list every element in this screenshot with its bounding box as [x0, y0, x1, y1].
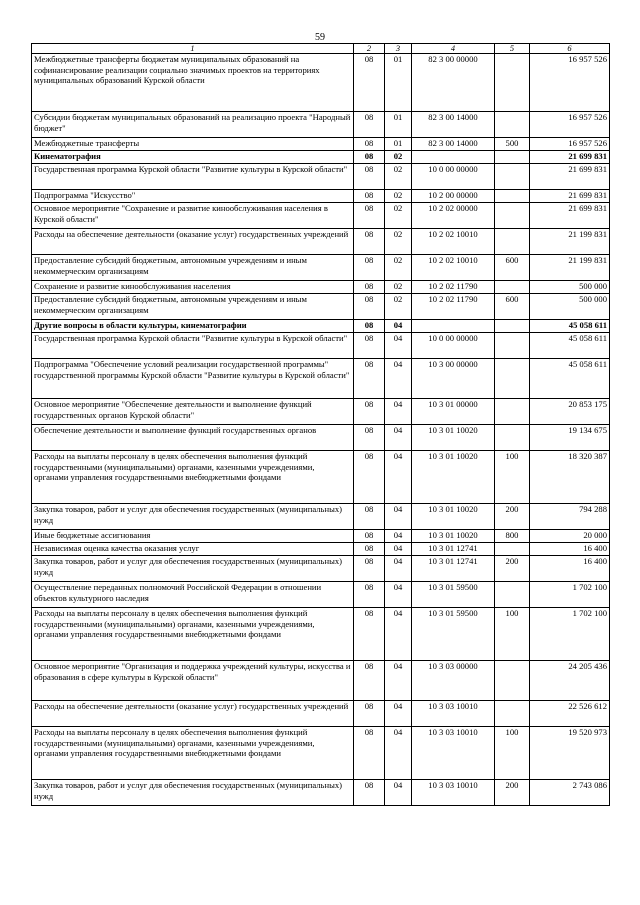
cell-section: 08	[354, 504, 385, 530]
cell-expense-type	[495, 425, 530, 451]
cell-subsection: 04	[385, 780, 412, 806]
cell-target-code: 10 3 00 00000	[412, 359, 495, 399]
cell-amount: 2 743 086	[530, 780, 610, 806]
cell-subsection: 02	[385, 255, 412, 281]
cell-amount: 19 520 973	[530, 727, 610, 780]
cell-target-code: 10 3 01 10020	[412, 504, 495, 530]
cell-amount: 1 702 100	[530, 582, 610, 608]
header-cell-3: 3	[385, 44, 412, 54]
table-row	[32, 543, 610, 556]
cell-expense-type	[495, 54, 530, 112]
cell-expense-type: 800	[495, 530, 530, 543]
header-row	[32, 44, 610, 54]
cell-section: 08	[354, 701, 385, 727]
cell-subsection: 04	[385, 425, 412, 451]
cell-expense-type	[495, 112, 530, 138]
cell-name: Основное мероприятие "Организация и поддержка учреждений культуры, искусства и образования в сфере культуры в Курской области"	[32, 661, 354, 701]
cell-section: 08	[354, 255, 385, 281]
table-row	[32, 661, 610, 701]
table-row	[32, 151, 610, 164]
cell-amount: 21 699 831	[530, 164, 610, 190]
cell-name: Межбюджетные трансферты бюджетам муниципальных образований на софинансирование реализации социально значимых проектов на территориях муниципальных образований Курской области	[32, 54, 354, 112]
table-row	[32, 294, 610, 320]
cell-name: Подпрограмма "Искусство"	[32, 190, 354, 203]
cell-target-code: 82 3 00 14000	[412, 138, 495, 151]
cell-section: 08	[354, 425, 385, 451]
table-row	[32, 727, 610, 780]
cell-section: 08	[354, 281, 385, 294]
table-row	[32, 582, 610, 608]
table-body	[32, 44, 610, 806]
cell-section: 08	[354, 530, 385, 543]
cell-section: 08	[354, 203, 385, 229]
cell-amount: 16 957 526	[530, 138, 610, 151]
table-row	[32, 780, 610, 806]
cell-subsection: 02	[385, 294, 412, 320]
cell-subsection: 04	[385, 608, 412, 661]
cell-section: 08	[354, 190, 385, 203]
cell-name: Закупка товаров, работ и услуг для обеспечения государственных (муниципальных) нужд	[32, 780, 354, 806]
cell-expense-type	[495, 320, 530, 333]
cell-target-code: 82 3 00 14000	[412, 112, 495, 138]
cell-amount: 500 000	[530, 294, 610, 320]
cell-expense-type	[495, 661, 530, 701]
header-cell-4: 4	[412, 44, 495, 54]
cell-target-code: 10 2 00 00000	[412, 190, 495, 203]
cell-section: 08	[354, 451, 385, 504]
cell-section: 08	[354, 543, 385, 556]
cell-amount: 1 702 100	[530, 608, 610, 661]
cell-subsection: 02	[385, 151, 412, 164]
cell-amount: 21 199 831	[530, 255, 610, 281]
cell-amount: 794 288	[530, 504, 610, 530]
cell-section: 08	[354, 112, 385, 138]
cell-amount: 21 699 831	[530, 151, 610, 164]
cell-expense-type: 500	[495, 138, 530, 151]
cell-section: 08	[354, 582, 385, 608]
cell-expense-type	[495, 399, 530, 425]
cell-name: Расходы на выплаты персоналу в целях обеспечения выполнения функций государственными (муниципальными) органами, казенными учреждениями, органами управления государственными внебюджетными фондами	[32, 451, 354, 504]
cell-expense-type: 200	[495, 504, 530, 530]
cell-amount: 20 000	[530, 530, 610, 543]
cell-amount: 16 957 526	[530, 112, 610, 138]
cell-section: 08	[354, 151, 385, 164]
cell-name: Закупка товаров, работ и услуг для обеспечения государственных (муниципальных) нужд	[32, 504, 354, 530]
cell-subsection: 04	[385, 556, 412, 582]
cell-name: Субсидии бюджетам муниципальных образований на реализацию проекта "Народный бюджет"	[32, 112, 354, 138]
cell-name: Государственная программа Курской области "Развитие культуры в Курской области"	[32, 164, 354, 190]
cell-amount: 16 957 526	[530, 54, 610, 112]
cell-expense-type	[495, 164, 530, 190]
cell-subsection: 02	[385, 203, 412, 229]
cell-amount: 21 699 831	[530, 203, 610, 229]
cell-subsection: 04	[385, 543, 412, 556]
cell-target-code: 10 3 01 10020	[412, 451, 495, 504]
cell-name: Межбюджетные трансферты	[32, 138, 354, 151]
cell-section: 08	[354, 229, 385, 255]
cell-name: Расходы на выплаты персоналу в целях обеспечения выполнения функций государственными (муниципальными) органами, казенными учреждениями, органами управления государственными внебюджетными фондами	[32, 608, 354, 661]
cell-target-code: 10 3 03 10010	[412, 701, 495, 727]
cell-name: Подпрограмма "Обеспечение условий реализации государственной программы" государственной программы Курской области "Развитие культуры в Курской области"	[32, 359, 354, 399]
cell-target-code: 10 2 02 10010	[412, 229, 495, 255]
cell-section: 08	[354, 54, 385, 112]
table-row	[32, 608, 610, 661]
cell-expense-type: 100	[495, 727, 530, 780]
cell-subsection: 04	[385, 582, 412, 608]
table-row	[32, 504, 610, 530]
cell-section: 08	[354, 333, 385, 359]
cell-section: 08	[354, 661, 385, 701]
header-cell-5: 5	[495, 44, 530, 54]
cell-target-code: 10 3 03 10010	[412, 780, 495, 806]
table-row	[32, 556, 610, 582]
cell-target-code: 10 3 01 10020	[412, 425, 495, 451]
cell-name: Обеспечение деятельности и выполнение функций государственных органов	[32, 425, 354, 451]
cell-subsection: 04	[385, 333, 412, 359]
cell-name: Закупка товаров, работ и услуг для обеспечения государственных (муниципальных) нужд	[32, 556, 354, 582]
cell-amount: 22 526 612	[530, 701, 610, 727]
cell-target-code	[412, 151, 495, 164]
cell-target-code: 10 3 01 00000	[412, 399, 495, 425]
cell-target-code: 10 3 03 10010	[412, 727, 495, 780]
cell-name: Расходы на выплаты персоналу в целях обеспечения выполнения функций государственными (муниципальными) органами, казенными учреждениями, органами управления государственными внебюджетными фондами	[32, 727, 354, 780]
cell-subsection: 04	[385, 451, 412, 504]
cell-amount: 45 058 611	[530, 320, 610, 333]
cell-target-code: 10 2 02 00000	[412, 203, 495, 229]
cell-subsection: 02	[385, 229, 412, 255]
table-row	[32, 203, 610, 229]
cell-target-code: 10 0 00 00000	[412, 333, 495, 359]
cell-target-code: 10 3 01 12741	[412, 556, 495, 582]
cell-expense-type	[495, 190, 530, 203]
table-row	[32, 54, 610, 112]
cell-section: 08	[354, 320, 385, 333]
cell-amount: 24 205 436	[530, 661, 610, 701]
cell-expense-type	[495, 333, 530, 359]
cell-subsection: 04	[385, 727, 412, 780]
cell-subsection: 04	[385, 701, 412, 727]
cell-expense-type	[495, 229, 530, 255]
cell-target-code: 10 2 02 10010	[412, 255, 495, 281]
budget-table	[31, 43, 610, 806]
cell-target-code: 10 3 03 00000	[412, 661, 495, 701]
cell-expense-type: 200	[495, 780, 530, 806]
cell-expense-type	[495, 543, 530, 556]
cell-target-code: 10 2 02 11790	[412, 281, 495, 294]
cell-name: Расходы на обеспечение деятельности (оказание услуг) государственных учреждений	[32, 701, 354, 727]
cell-section: 08	[354, 164, 385, 190]
cell-subsection: 01	[385, 138, 412, 151]
table-row	[32, 255, 610, 281]
cell-name: Иные бюджетные ассигнования	[32, 530, 354, 543]
cell-name: Сохранение и развитие кинообслуживания населения	[32, 281, 354, 294]
cell-target-code: 10 2 02 11790	[412, 294, 495, 320]
cell-name: Другие вопросы в области культуры, кинематографии	[32, 320, 354, 333]
table-row	[32, 112, 610, 138]
header-cell-6: 6	[530, 44, 610, 54]
cell-expense-type: 200	[495, 556, 530, 582]
cell-target-code	[412, 320, 495, 333]
cell-amount: 16 400	[530, 556, 610, 582]
cell-subsection: 01	[385, 54, 412, 112]
cell-subsection: 02	[385, 281, 412, 294]
cell-expense-type	[495, 281, 530, 294]
cell-expense-type	[495, 203, 530, 229]
cell-subsection: 04	[385, 320, 412, 333]
cell-expense-type: 600	[495, 255, 530, 281]
table-row	[32, 138, 610, 151]
cell-section: 08	[354, 608, 385, 661]
cell-expense-type: 100	[495, 451, 530, 504]
page-number: 59	[315, 32, 325, 43]
cell-target-code: 82 3 00 00000	[412, 54, 495, 112]
cell-expense-type	[495, 701, 530, 727]
cell-subsection: 04	[385, 530, 412, 543]
cell-subsection: 02	[385, 164, 412, 190]
table-row	[32, 701, 610, 727]
cell-subsection: 04	[385, 359, 412, 399]
table-row	[32, 399, 610, 425]
cell-target-code: 10 3 01 59500	[412, 608, 495, 661]
cell-name: Расходы на обеспечение деятельности (оказание услуг) государственных учреждений	[32, 229, 354, 255]
table-row	[32, 229, 610, 255]
cell-name: Предоставление субсидий бюджетным, автономным учреждениям и иным некоммерческим организациям	[32, 294, 354, 320]
cell-subsection: 04	[385, 399, 412, 425]
cell-section: 08	[354, 294, 385, 320]
table-row	[32, 190, 610, 203]
cell-amount: 20 853 175	[530, 399, 610, 425]
cell-amount: 21 699 831	[530, 190, 610, 203]
cell-name: Предоставление субсидий бюджетным, автономным учреждениям и иным некоммерческим организациям	[32, 255, 354, 281]
cell-expense-type	[495, 151, 530, 164]
cell-section: 08	[354, 780, 385, 806]
cell-expense-type	[495, 359, 530, 399]
table-row	[32, 164, 610, 190]
cell-amount: 45 058 611	[530, 359, 610, 399]
cell-subsection: 04	[385, 504, 412, 530]
table-row	[32, 281, 610, 294]
table-row	[32, 333, 610, 359]
cell-target-code: 10 3 01 10020	[412, 530, 495, 543]
table-row	[32, 320, 610, 333]
cell-expense-type: 600	[495, 294, 530, 320]
cell-expense-type: 100	[495, 608, 530, 661]
cell-expense-type	[495, 582, 530, 608]
cell-section: 08	[354, 399, 385, 425]
cell-subsection: 02	[385, 190, 412, 203]
cell-section: 08	[354, 727, 385, 780]
cell-amount: 21 199 831	[530, 229, 610, 255]
cell-subsection: 01	[385, 112, 412, 138]
cell-section: 08	[354, 556, 385, 582]
cell-name: Основное мероприятие "Обеспечение деятельности и выполнение функций государственных органов Курской области"	[32, 399, 354, 425]
cell-section: 08	[354, 138, 385, 151]
header-cell-1: 1	[32, 44, 354, 54]
cell-name: Основное мероприятие "Сохранение и развитие кинообслуживания населения в Курской области"	[32, 203, 354, 229]
table-row	[32, 425, 610, 451]
table-row	[32, 451, 610, 504]
cell-amount: 16 400	[530, 543, 610, 556]
cell-amount: 18 320 387	[530, 451, 610, 504]
table-row	[32, 359, 610, 399]
table-row	[32, 530, 610, 543]
cell-subsection: 04	[385, 661, 412, 701]
cell-section: 08	[354, 359, 385, 399]
header-cell-2: 2	[354, 44, 385, 54]
cell-name: Осуществление переданных полномочий Российской Федерации в отношении объектов культурного наследия	[32, 582, 354, 608]
cell-amount: 19 134 675	[530, 425, 610, 451]
cell-target-code: 10 0 00 00000	[412, 164, 495, 190]
cell-amount: 45 058 611	[530, 333, 610, 359]
cell-name: Независимая оценка качества оказания услуг	[32, 543, 354, 556]
cell-name: Государственная программа Курской области "Развитие культуры в Курской области"	[32, 333, 354, 359]
cell-target-code: 10 3 01 12741	[412, 543, 495, 556]
cell-name: Кинематография	[32, 151, 354, 164]
cell-amount: 500 000	[530, 281, 610, 294]
cell-target-code: 10 3 01 59500	[412, 582, 495, 608]
